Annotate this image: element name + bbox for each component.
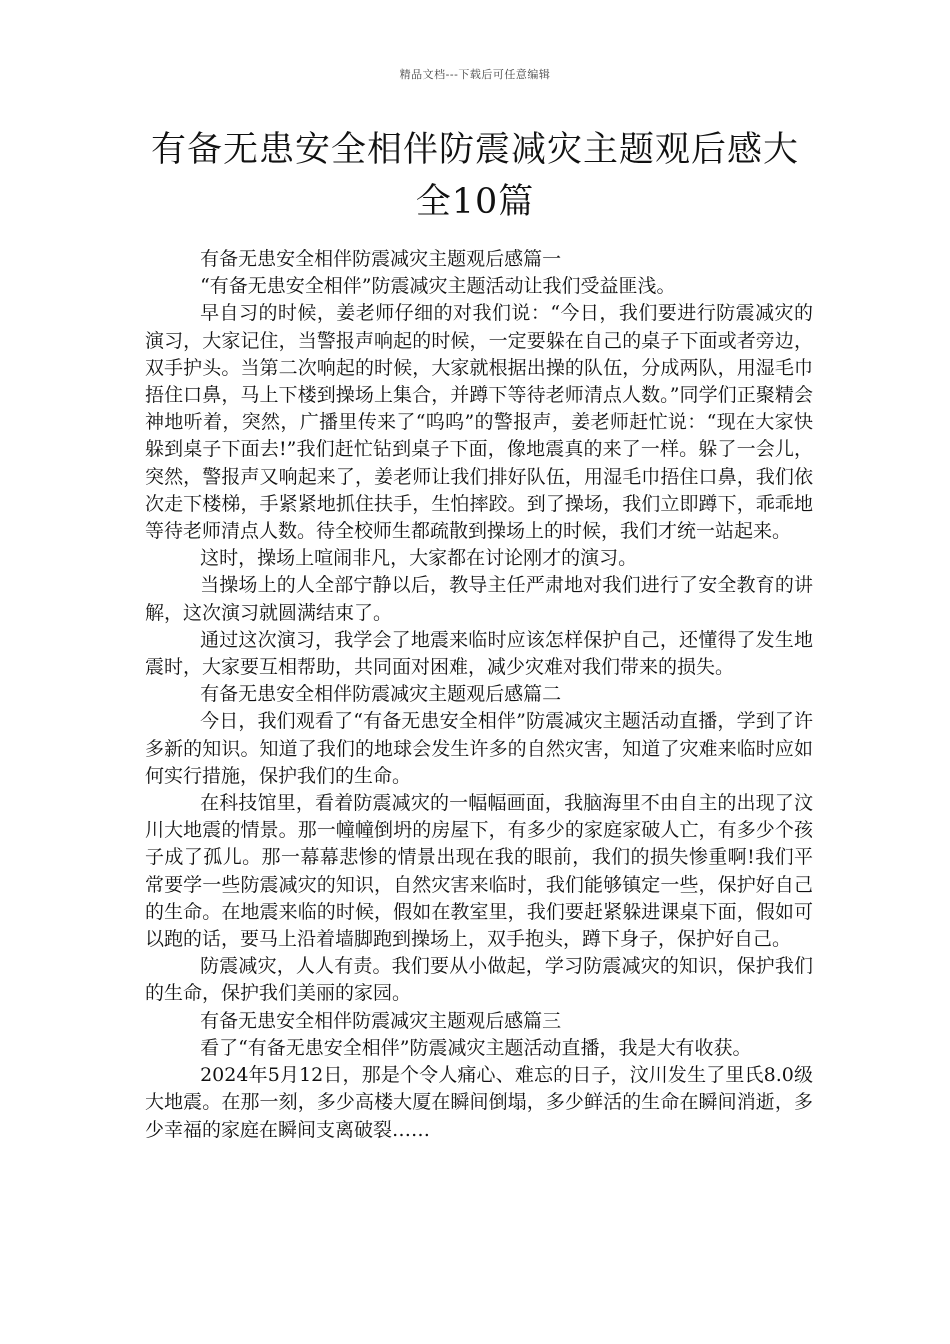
paragraph: “有备无患安全相伴”防震减灾主题活动让我们受益匪浅。	[200, 275, 676, 298]
paragraph: 通过这次演习，我学会了地震来临时应该怎样保护自己，还懂得了发生地震时，大家要互相帮助，共同面对困难，减少灾难对我们带来的损失。	[145, 628, 813, 679]
section-heading-2: 有备无患安全相伴防震减灾主题观后感篇二	[200, 683, 562, 706]
paragraph: 2024年5月12日，那是个令人痛心、难忘的日子，汶川发生了里氏8.0级大地震。在那一刻，多少高楼大厦在瞬间倒塌，多少鲜活的生命在瞬间消逝，多少幸福的家庭在瞬间支离破裂……	[145, 1064, 813, 1141]
paragraph: 防震减灾，人人有责。我们要从小做起，学习防震减灾的知识，保护我们的生命，保护我们美丽的家园。	[145, 955, 813, 1005]
paragraph: 看了“有备无患安全相伴”防震减灾主题活动直播，我是大有收获。	[200, 1036, 752, 1059]
paragraph: 这时，操场上喧闹非凡，大家都在讨论刚才的演习。	[200, 547, 638, 570]
section-heading-3: 有备无患安全相伴防震减灾主题观后感篇三	[200, 1009, 562, 1032]
paragraph: 今日，我们观看了“有备无患安全相伴”防震减灾主题活动直播，学到了许多新的知识。知道了我们的地球会发生许多的自然灾害，知道了灾难来临时应如何实行措施，保护我们的生命。	[145, 710, 813, 787]
paragraph: 当操场上的人全部宁静以后，教导主任严肃地对我们进行了安全教育的讲解，这次演习就圆满结束了。	[145, 574, 813, 624]
paragraph: 在科技馆里，看着防震减灾的一幅幅画面，我脑海里不由自主的出现了汶川大地震的情景。那一幢幢倒坍的房屋下，有多少的家庭家破人亡，有多少个孩子成了孤儿。那一幕幕悲惨的情景出现在我的眼前，我们的损失惨重啊!我们平常要学一些防震减灾的知识，自然灾害来临时，我们能够镇定一些，保护好自己的生命。在地震来临的时候，假如在教室里，我们要赶紧躲进课桌下面，假如可以跑的话，要马上沿着墙脚跑到操场上，双手抱头，蹲下身子，保护好自己。	[145, 792, 813, 951]
header-note: 精品文档---下载后可任意编辑	[399, 68, 551, 81]
document-title: 有备无患安全相伴防震减灾主题观后感大全10篇	[150, 130, 799, 222]
document-body	[145, 246, 813, 1144]
section-heading-1: 有备无患安全相伴防震减灾主题观后感篇一	[200, 248, 562, 270]
paragraph: 早自习的时候，姜老师仔细的对我们说：“今日，我们要进行防震减灾的演习，大家记住，当警报声响起的时候，一定要躲在自己的桌子下面或者旁边，双手护头。当第二次响起的时候，大家就根据出操的队伍，分成两队，用湿毛巾捂住口鼻，马上下楼到操场上集合，并蹲下等待老师清点人数。”同学们正聚精会神地听着，突然，广播里传来了“呜呜”的警报声，姜老师赶忙说：“现在大家快躲到桌子下面去!”我们赶忙钻到桌子下面，像地震真的来了一样。躲了一会儿，突然，警报声又响起来了，姜老师让我们排好队伍，用湿毛巾捂住口鼻，我们依次走下楼梯，手紧紧地抓住扶手，生怕摔跤。到了操场，我们立即蹲下，乖乖地等待老师清点人数。待全校师生都疏散到操场上的时候，我们才统一站起来。	[145, 302, 813, 543]
